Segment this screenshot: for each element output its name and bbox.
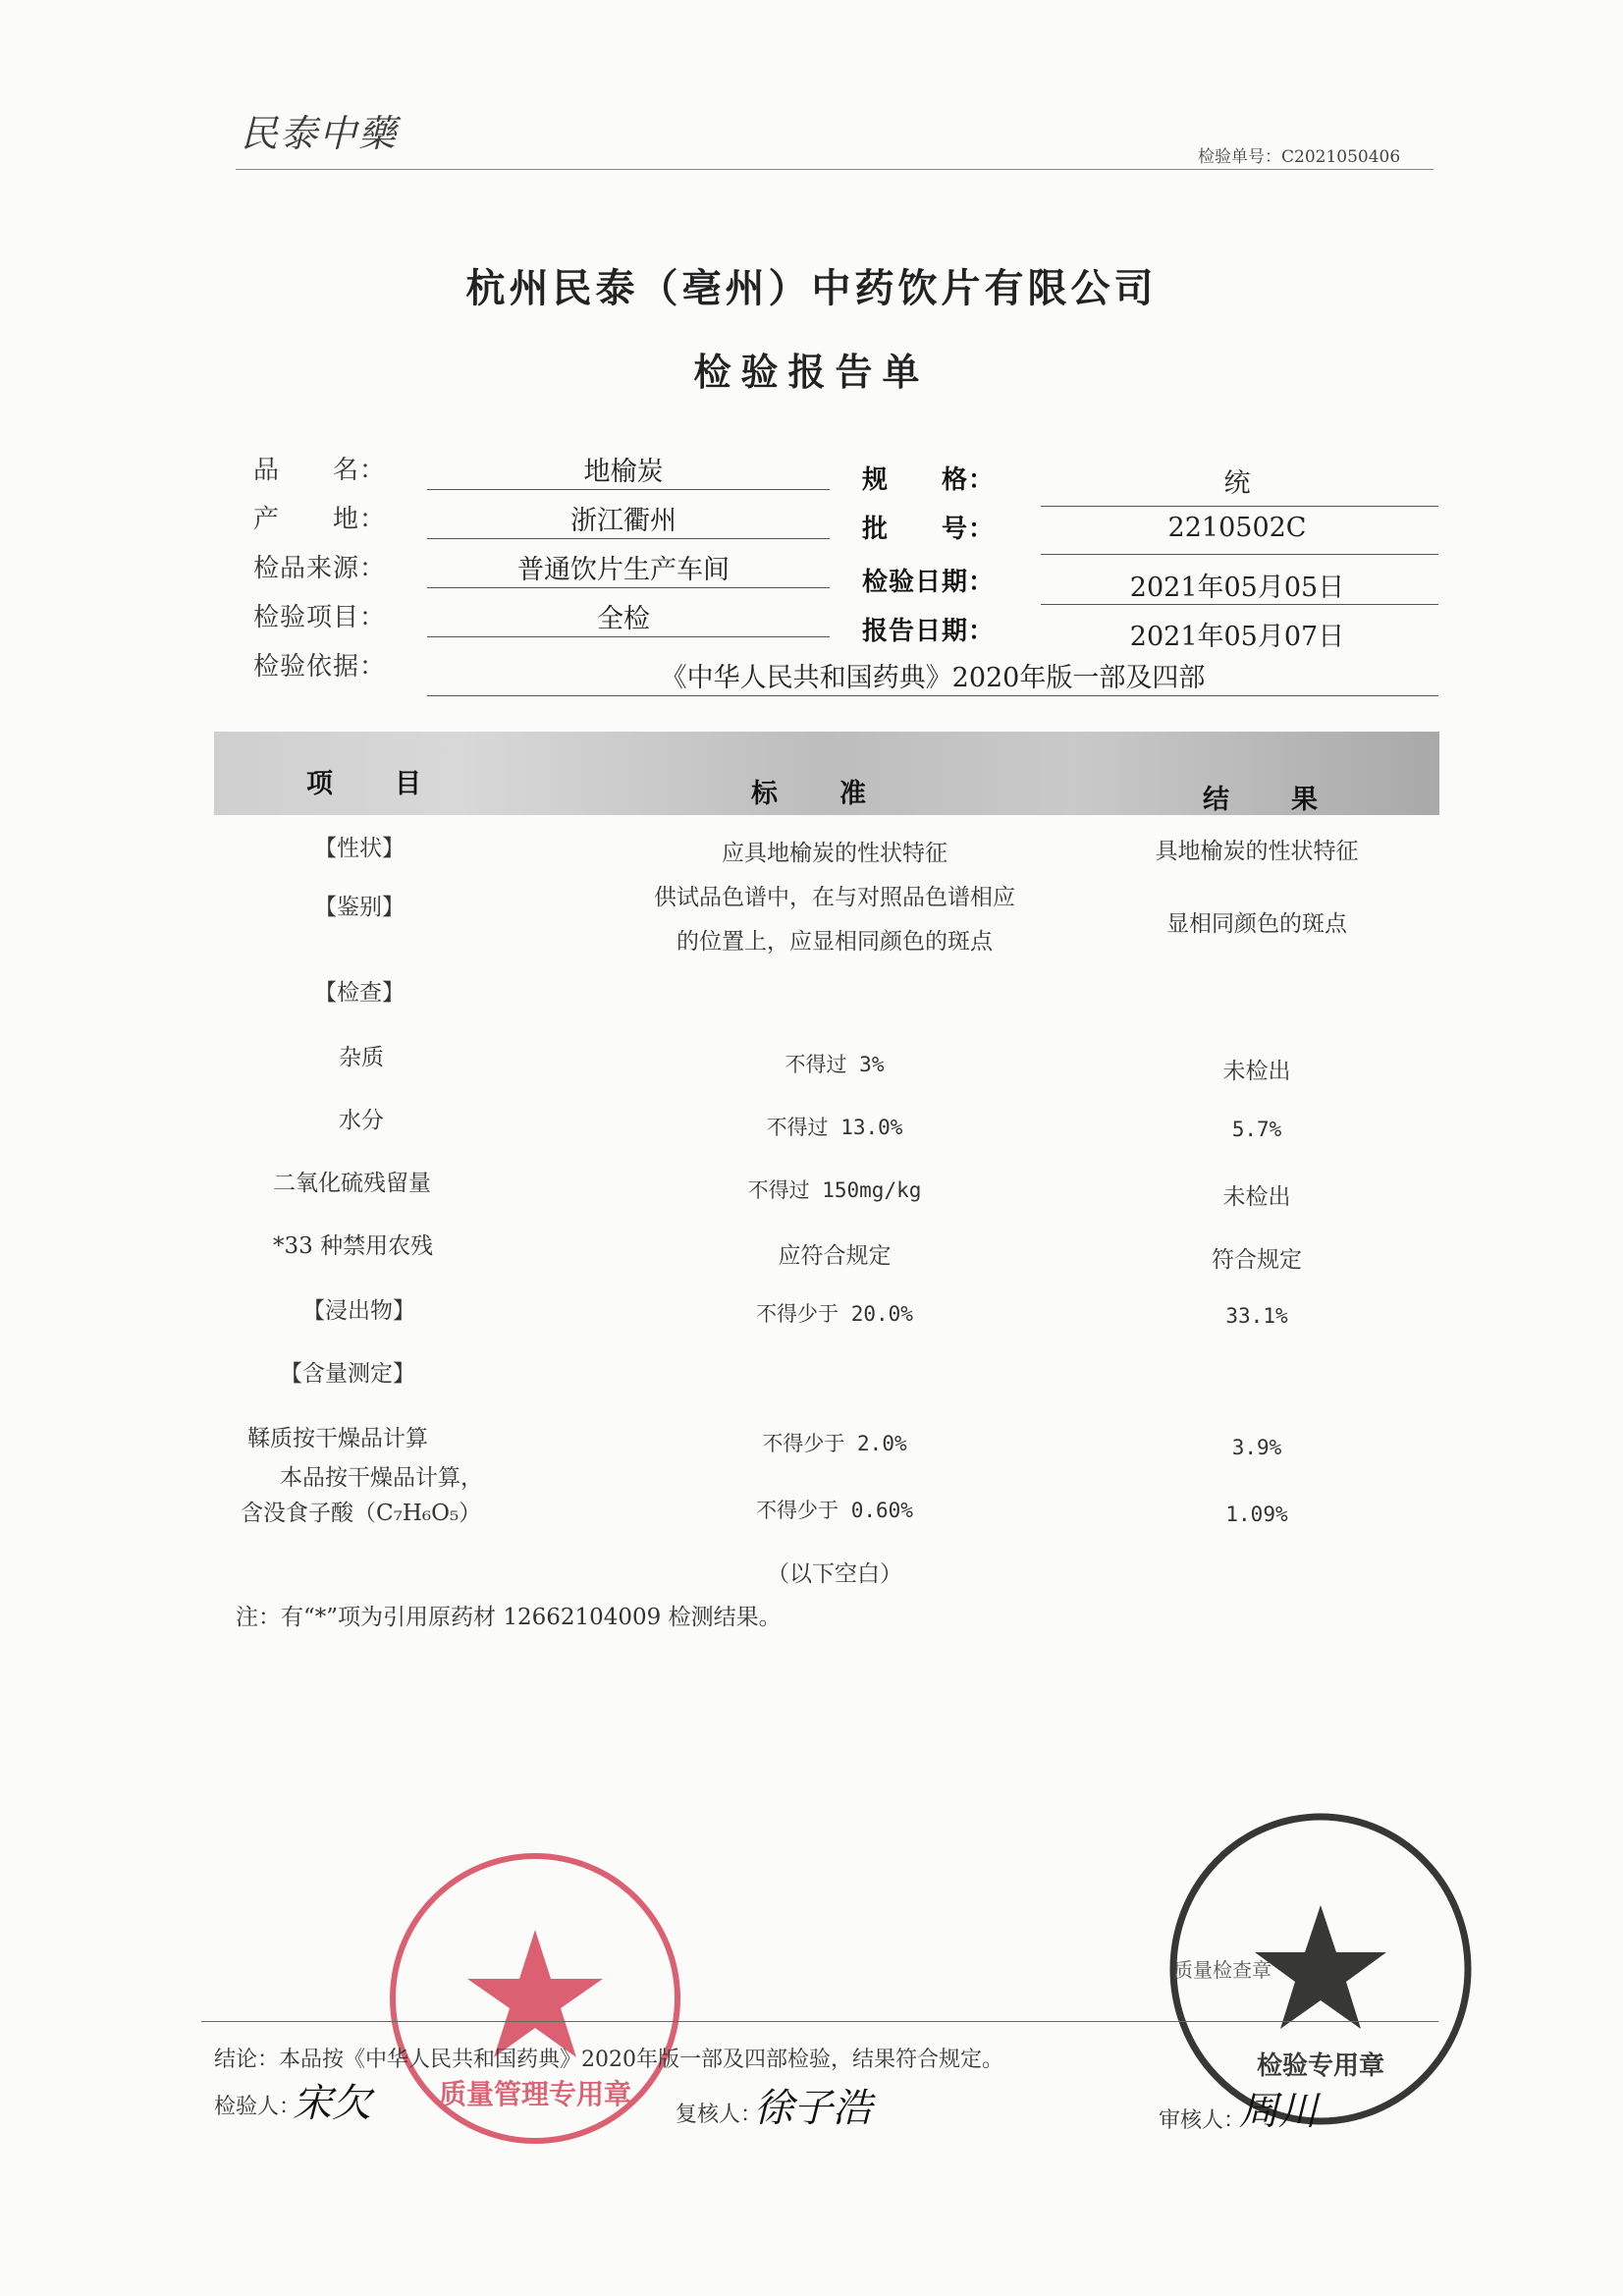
footer-rule [201, 2021, 1438, 2022]
table-row-standard-cont: 的位置上，应显相同颜色的斑点 [676, 929, 993, 955]
name-label: 品 名： [253, 456, 387, 485]
batch-underline [1041, 554, 1438, 555]
company-name: 杭州民泰（亳州）中药饮片有限公司 [465, 265, 1158, 311]
items-label: 检验项目： [253, 603, 387, 632]
footnote: 注：有“*”项为引用原药材 12662104009 检测结果。 [236, 1605, 782, 1630]
items-value: 全检 [597, 604, 650, 634]
source-label: 检品来源： [253, 554, 387, 583]
table-row-item: 二氧化硫残留量 [273, 1171, 431, 1196]
table-row-standard: 不得少于 2.0% [762, 1432, 907, 1455]
test-date-value: 2021年05月05日 [1129, 573, 1345, 603]
batch-value: 2210502C [1167, 513, 1307, 543]
table-row-standard: 不得少于 20.0% [756, 1302, 913, 1326]
header-result: 结 果 [1203, 785, 1335, 815]
table-row-standard: 应具地榆炭的性状特征 [722, 841, 947, 866]
table-row-standard: 供试品色谱中，在与对照品色谱相应 [654, 885, 1015, 910]
origin-underline [427, 538, 830, 539]
test-date-label: 检验日期： [862, 568, 996, 597]
table-row-item-cont: 含没食子酸（C₇H₆O₅） [241, 1501, 482, 1526]
table-row-result: 未检出 [1222, 1184, 1291, 1210]
table-row-item: 本品按干燥品计算， [280, 1465, 483, 1491]
svg-text:检验专用章: 检验专用章 [1256, 2051, 1385, 2081]
name-underline [427, 489, 830, 490]
quality-seal-stamp [383, 1846, 687, 2151]
table-blank-note: （以下空白） [767, 1561, 902, 1587]
spec-label: 规 格： [862, 465, 996, 495]
origin-value: 浙江衢州 [570, 506, 676, 536]
items-underline [427, 636, 830, 637]
table-row-result: 具地榆炭的性状特征 [1155, 839, 1359, 864]
reviewer-label: 复核人： [676, 2103, 763, 2127]
batch-label: 批 号： [862, 515, 996, 544]
header-rule [236, 169, 1434, 170]
basis-label: 检验依据： [253, 652, 387, 682]
table-row-result: 符合规定 [1212, 1247, 1302, 1273]
table-row-item: 【浸出物】 [302, 1298, 415, 1324]
table-row-standard: 不得过 150mg/kg [747, 1178, 922, 1202]
spec-underline [1041, 506, 1438, 507]
table-row-result: 未检出 [1222, 1059, 1291, 1084]
table-row-standard: 不得少于 0.60% [756, 1499, 913, 1522]
basis-underline [427, 695, 1438, 696]
table-row-item: *33 种禁用农残 [273, 1233, 434, 1259]
reviewer-signature: 徐子浩 [754, 2086, 872, 2131]
qa-stamp-label: 质量检查章 [1173, 1958, 1271, 1982]
table-row-standard: 应符合规定 [778, 1243, 892, 1269]
name-value: 地榆炭 [583, 457, 664, 487]
origin-label: 产 地： [253, 505, 387, 534]
table-row-item: 【含量测定】 [280, 1361, 415, 1387]
header-item: 项 目 [306, 769, 439, 799]
approver-label: 审核人： [1159, 2108, 1246, 2133]
source-underline [427, 587, 830, 588]
table-row-item: 水分 [339, 1108, 384, 1133]
table-row-item: 【检查】 [314, 980, 405, 1006]
table-row-result: 5.7% [1231, 1118, 1282, 1141]
table-row-item: 【性状】 [314, 836, 405, 861]
table-row-result: 显相同颜色的斑点 [1166, 911, 1347, 937]
table-row-standard: 不得过 3% [784, 1053, 885, 1076]
report-number: 检验单号：C2021050406 [1198, 147, 1401, 167]
basis-value: 《中华人民共和国药典》2020年版一部及四部 [660, 663, 1206, 693]
approver-signature: 周川 [1239, 2089, 1318, 2134]
table-row-item: 鞣质按干燥品计算 [247, 1426, 428, 1451]
table-row-standard: 不得过 13.0% [766, 1116, 903, 1139]
conclusion: 结论：本品按《中华人民共和国药典》2020年版一部及四部检验，结果符合规定。 [214, 2048, 1003, 2072]
inspector-signature: 宋欠 [293, 2081, 371, 2126]
source-value: 普通饮片生产车间 [517, 555, 730, 585]
document-title: 检验报告单 [693, 350, 930, 394]
table-row-result: 33.1% [1225, 1304, 1288, 1328]
table-row-result: 3.9% [1231, 1436, 1282, 1459]
company-logo: 民泰中藥 [241, 112, 399, 155]
inspector-label: 检验人： [214, 2095, 301, 2119]
table-row-result: 1.09% [1225, 1503, 1288, 1526]
test-date-underline [1041, 604, 1438, 605]
header-standard: 标 准 [751, 779, 884, 809]
spec-value: 统 [1223, 468, 1251, 499]
svg-text:质量管理专用章: 质量管理专用章 [438, 2078, 632, 2110]
table-row-item: 【鉴别】 [314, 895, 405, 920]
report-date-value: 2021年05月07日 [1129, 622, 1345, 652]
report-date-label: 报告日期： [862, 617, 996, 646]
table-row-item: 杂质 [339, 1045, 384, 1070]
